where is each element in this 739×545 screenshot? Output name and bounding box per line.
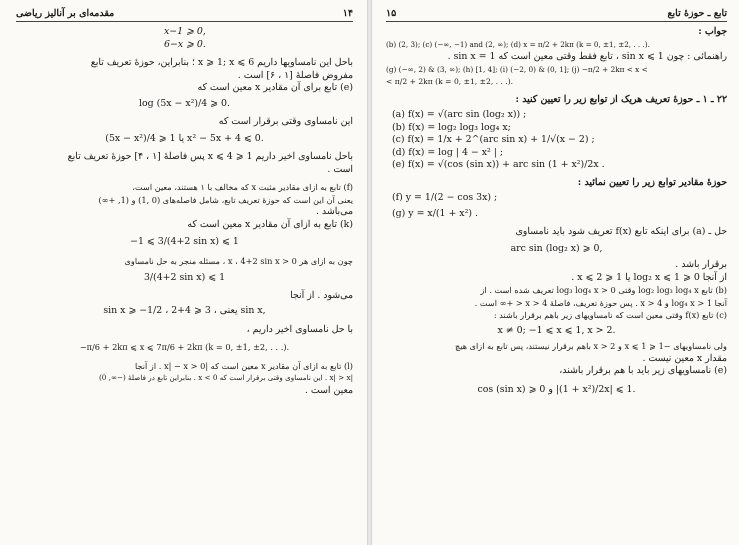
solution-line: مقدار x معین نیست . xyxy=(642,352,727,364)
text-line: با حل نامساوی اخیر داریم ، xyxy=(246,323,353,335)
text-line: (e) تابع برای آن مقادیر x معین است که xyxy=(197,82,353,93)
solution-line: از آنجا 0 ⩽ log₂ x ⩽ 1 یا 1 ⩽ x ⩽ 2 . xyxy=(571,271,727,283)
solution-line: برقرار باشد . xyxy=(675,259,727,270)
right-page-header xyxy=(386,8,727,22)
formula: arc sin (log₂ x) ⩾ 0, xyxy=(510,242,603,254)
right-page-number: ۱۵ xyxy=(386,8,397,19)
right-page xyxy=(372,0,739,545)
text-line: یعنی آن این است که حوزهٔ تعریف تابع، شامل فاصله‌های (0 ,1) و (1, +∞) xyxy=(98,194,353,205)
text-line: (f) تابع به ازای مقادیر مثبت x که مخالف با ۱ هستند، معین است، xyxy=(132,182,353,192)
problem-item: (e) f(x) = √(cos (sin x)) + arc sin (1 + x²)/2x . xyxy=(392,159,605,170)
text-line: |x| > x . این نامساوی وقتی برقرار است که x < 0 . بنابراین تابع در فاصلهٔ (−∞, 0) xyxy=(98,373,353,382)
text-line: است . xyxy=(327,163,353,175)
left-page-header xyxy=(16,8,353,22)
solution-line: (e) نامساویهای زیر باید با هم برقرار باشند، xyxy=(559,365,727,376)
text-line: (k) تابع به ازای آن مقادیر x معین است که xyxy=(187,218,353,230)
text-line: 6−x ⩾ 0. xyxy=(164,38,206,50)
solution-line: آنجا log₄ x > 1 و x > 4 . پس حوزهٔ تعریف، فاصلهٔ 4 < x < +∞ است . xyxy=(474,297,727,308)
solution-line: ولی نامساویهای −1 ⩽ x ⩽ 1 و x > 2 باهم برقرار نیستند، پس تابع به ازای هیچ xyxy=(454,341,727,351)
problem-item: (a) f(x) = √(arc sin (log₂ x)) ; xyxy=(392,109,527,120)
solution-line: حل ـ (a) برای اینکه تابع f(x) تعریف شود باید نامساوی xyxy=(515,226,727,237)
solution-line: (b) تابع log₂ log₃ log₄ x وقتی log₃ log₄ x > 0 تعریف شده است . از xyxy=(480,285,727,295)
left-page xyxy=(0,0,367,545)
problem-item: (c) f(x) = 1/x + 2^(arc sin x) + 1/√(x − 2) ; xyxy=(392,134,595,145)
text-line: چون به ازای هر x ، 4+2 sin x > 0 ، مسئله منجر به حل نامساوی xyxy=(124,255,353,266)
text-line: می‌باشد . xyxy=(315,206,353,217)
text-line: باحل نامساوی اخیر داریم 1 ⩽ x ⩽ 4 پس فاصلهٔ [۱ ، ۴] حوزهٔ تعریف تابع xyxy=(67,151,353,162)
text-line: معین است . xyxy=(304,384,353,396)
range-problem: (f) y = 1/(2 − cos 3x) ; xyxy=(392,192,498,203)
right-page-chapter: تابع ـ حوزهٔ تابع xyxy=(667,8,727,19)
left-page-number: ۱۴ xyxy=(342,8,353,19)
left-page-book-title: مقدمه‌ای بر آنالیز ریاضی xyxy=(16,8,115,19)
formula: cos (sin x) ⩾ 0 و |(1 + x²)/2x| ⩽ 1. xyxy=(477,383,636,395)
text-line: باحل این نامساویها داریم x ⩾ 1; x ⩽ 6 ؛ بنابراین، حوزهٔ تعریف تابع xyxy=(90,57,353,68)
text-line: مفروض فاصلهٔ [۱ ، ۶] است . xyxy=(237,69,353,81)
text-line: (l) تابع به ازای آن مقادیر x معین است که |x| − x > 0 . از آنجا xyxy=(134,360,353,371)
formula: −1 ⩽ 3/(4+2 sin x) ⩽ 1 xyxy=(130,236,239,247)
section-title: ۲۲ ـ ۱ ـ حوزهٔ تعریف هریک از توابع زیر را تعیین کنید : xyxy=(515,93,727,105)
hint-line: راهنمائی : چون sin x ⩽ 1 ، تابع فقط وقتی معین است که sin x = 1 . xyxy=(447,51,727,62)
text-line: می‌شود . از آنجا xyxy=(290,289,353,301)
range-problem: (g) y = x/(1 + x²) . xyxy=(392,207,478,219)
text-line: این نامساوی وقتی برقرار است که xyxy=(218,116,353,127)
formula: 3/(4+2 sin x) ⩽ 1 xyxy=(143,272,226,283)
formula: (5x − x²)/4 ⩾ 1 یا x² − 5x + 4 ⩽ 0. xyxy=(105,132,264,144)
answers-line: (b) (2, 3); (c) (−∞, −1) and (2, ∞); (d) x = π/2 + 2kπ (k = 0, ±1, ±2, . . .). xyxy=(386,39,650,49)
formula: −π/6 + 2kπ ⩽ x ⩽ 7π/6 + 2kπ (k = 0, ±1, ±2, . . .). xyxy=(79,342,290,352)
answers-line: < π/2 + 2kπ (k = 0, ±1, ±2, . . .). xyxy=(386,77,514,86)
answers-line: (g) (−∞, 2) & (3, ∞); (h) [1, 4]; (i) (−2, 0) & (0, 1]; (j) −π/2 + 2kπ < x < xyxy=(386,64,648,74)
formula: sin x ⩾ −1/2 ، یعنی ، 3 ⩽ 4+2 sin x, xyxy=(103,305,266,316)
formula: log (5x − x²)/4 ⩾ 0. xyxy=(139,97,230,109)
formula: x ≠ 0; −1 ⩽ x ⩽ 1, x > 2. xyxy=(497,324,616,336)
range-title: حوزهٔ مقادیر توابع زیر را تعیین نمائید : xyxy=(577,176,727,188)
answer-title: جواب : xyxy=(698,26,727,37)
text-line: x−1 ⩾ 0, xyxy=(164,26,206,37)
solution-line: (c) تابع f(x) وقتی معین است که نامساویهای زیر باهم برقرار باشند : xyxy=(493,310,727,320)
problem-item: (b) f(x) = log₂ log₃ log₄ x; xyxy=(392,121,511,133)
problem-item: (d) f(x) = log | 4 − x² | ; xyxy=(392,146,504,158)
